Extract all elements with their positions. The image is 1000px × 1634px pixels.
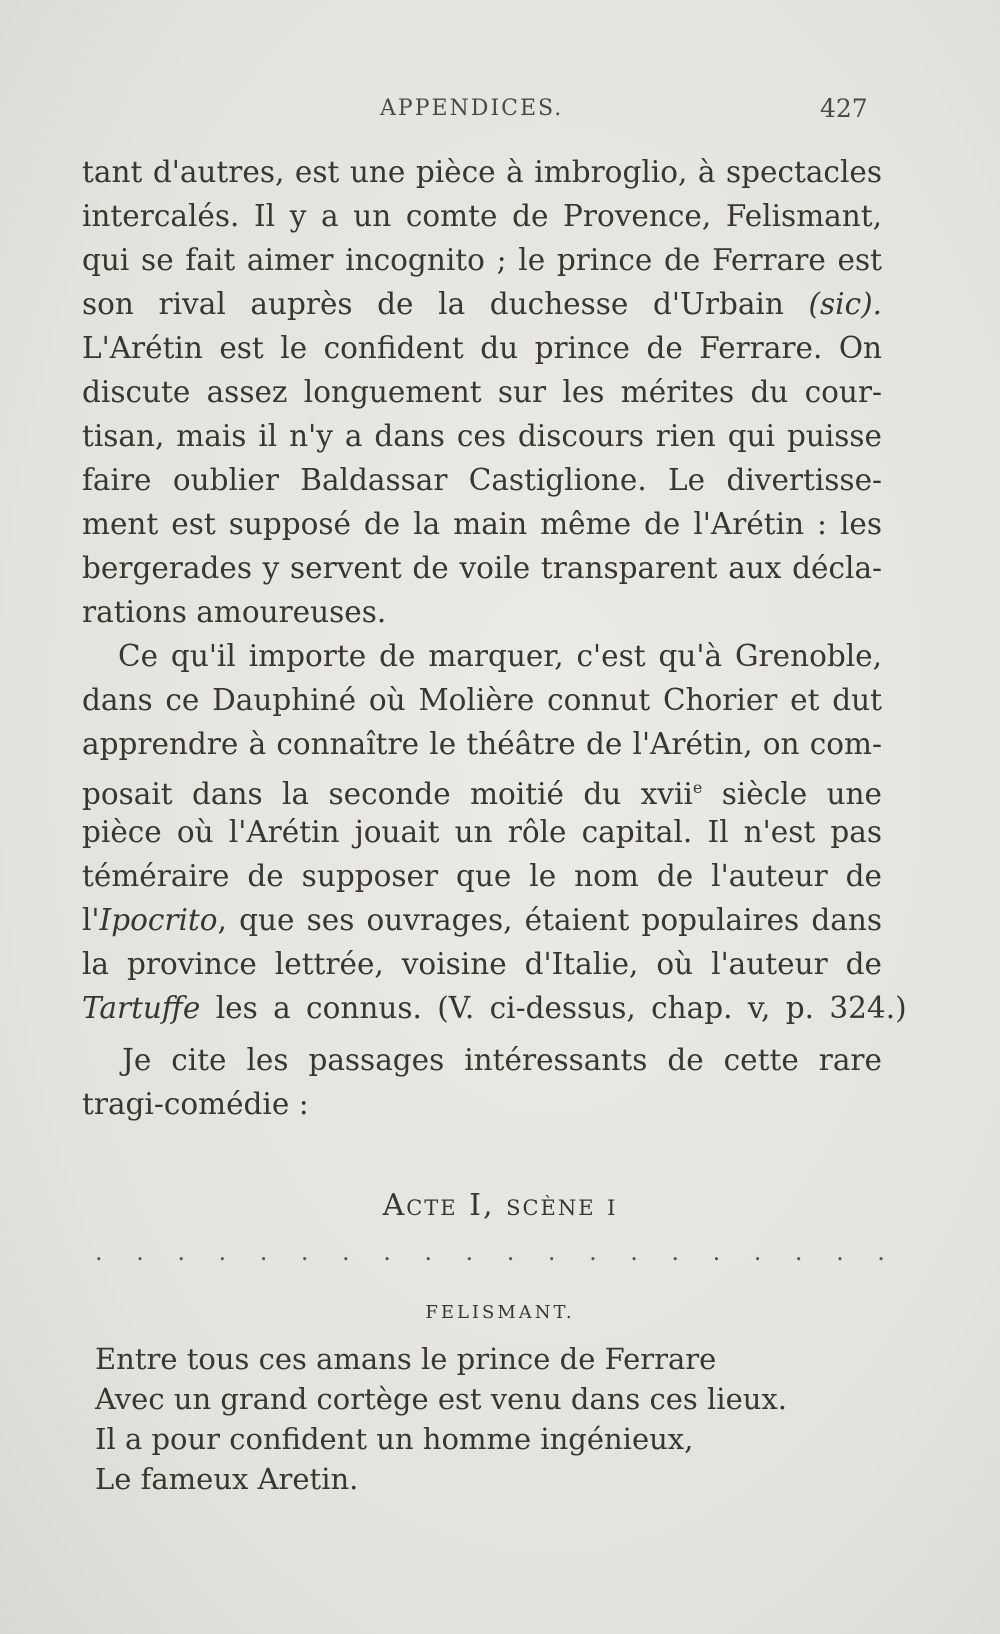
text-line: qui se fait aimer incognito ; le prince de Ferrare est bbox=[82, 243, 882, 277]
text-line: la province lettrée, voisine d'Italie, où l'auteur de bbox=[82, 947, 882, 981]
text-line: rations amoureuses. bbox=[82, 595, 387, 629]
text-line: Ce qu'il importe de marquer, c'est qu'à Grenoble, bbox=[118, 639, 882, 673]
text-line: tisan, mais il n'y a dans ces discours rien qui puisse bbox=[82, 419, 882, 453]
title-italic: Tartuffe bbox=[82, 991, 201, 1025]
text-segment: l' bbox=[82, 903, 100, 937]
text-line: Je cite les passages intéressants de cette rare bbox=[122, 1043, 882, 1077]
scene-heading: Acte I, scène i bbox=[382, 1188, 618, 1223]
text-line: L'Arétin est le confident du prince de Ferrare. On bbox=[82, 331, 882, 365]
sic-italic: (sic). bbox=[808, 287, 882, 321]
text-segment: posait dans la seconde moitié du xvii bbox=[82, 776, 693, 811]
text-line: pièce où l'Arétin jouait un rôle capital. Il n'est pas bbox=[82, 815, 882, 849]
ellipsis-dots: . . . . . . . . . . . . . . . . . . . . bbox=[95, 1238, 885, 1266]
text-segment: siècle une bbox=[702, 776, 882, 811]
text-line: bergerades y servent de voile transparent aux décla- bbox=[82, 551, 882, 585]
running-head: APPENDICES. bbox=[380, 96, 564, 121]
text-line: apprendre à connaître le théâtre de l'Arétin, on com- bbox=[82, 727, 882, 761]
text-line: intercalés. Il y a un comte de Provence, Felismant, bbox=[82, 199, 882, 233]
text-segment: son rival auprès de la duchesse d'Urbain bbox=[82, 287, 809, 321]
text-line-with-sic bbox=[82, 284, 882, 324]
text-line-century bbox=[82, 768, 882, 814]
text-line-ipocrito bbox=[82, 900, 882, 940]
text-segment: , que ses ouvrages, étaient populaires dans bbox=[217, 903, 882, 937]
text-line: tragi-comédie : bbox=[82, 1087, 309, 1121]
page-number: 427 bbox=[820, 94, 868, 123]
text-line: téméraire de supposer que le nom de l'auteur de bbox=[82, 859, 882, 893]
verse-line: Entre tous ces amans le prince de Ferrare bbox=[95, 1342, 717, 1376]
text-line-tartuffe bbox=[82, 988, 907, 1028]
text-line: discute assez longuement sur les mérites du cour- bbox=[82, 375, 882, 409]
text-segment: les a connus. (V. ci-dessus, chap. v, p. 324.) bbox=[215, 991, 907, 1025]
verse-line: Il a pour confident un homme ingénieux, bbox=[95, 1422, 694, 1456]
speaker-name: FELISMANT. bbox=[425, 1302, 575, 1323]
text-line: dans ce Dauphiné où Molière connut Chorier et dut bbox=[82, 683, 882, 717]
superscript: e bbox=[692, 778, 703, 797]
verse-line: Avec un grand cortège est venu dans ces lieux. bbox=[95, 1382, 787, 1416]
verse-line: Le fameux Aretin. bbox=[95, 1462, 359, 1496]
title-italic: Ipocrito bbox=[99, 903, 218, 937]
text-line: ment est supposé de la main même de l'Arétin : les bbox=[82, 507, 882, 541]
text-line: faire oublier Baldassar Castiglione. Le divertisse- bbox=[82, 463, 882, 497]
text-line: tant d'autres, est une pièce à imbroglio, à spectacles bbox=[82, 155, 882, 189]
